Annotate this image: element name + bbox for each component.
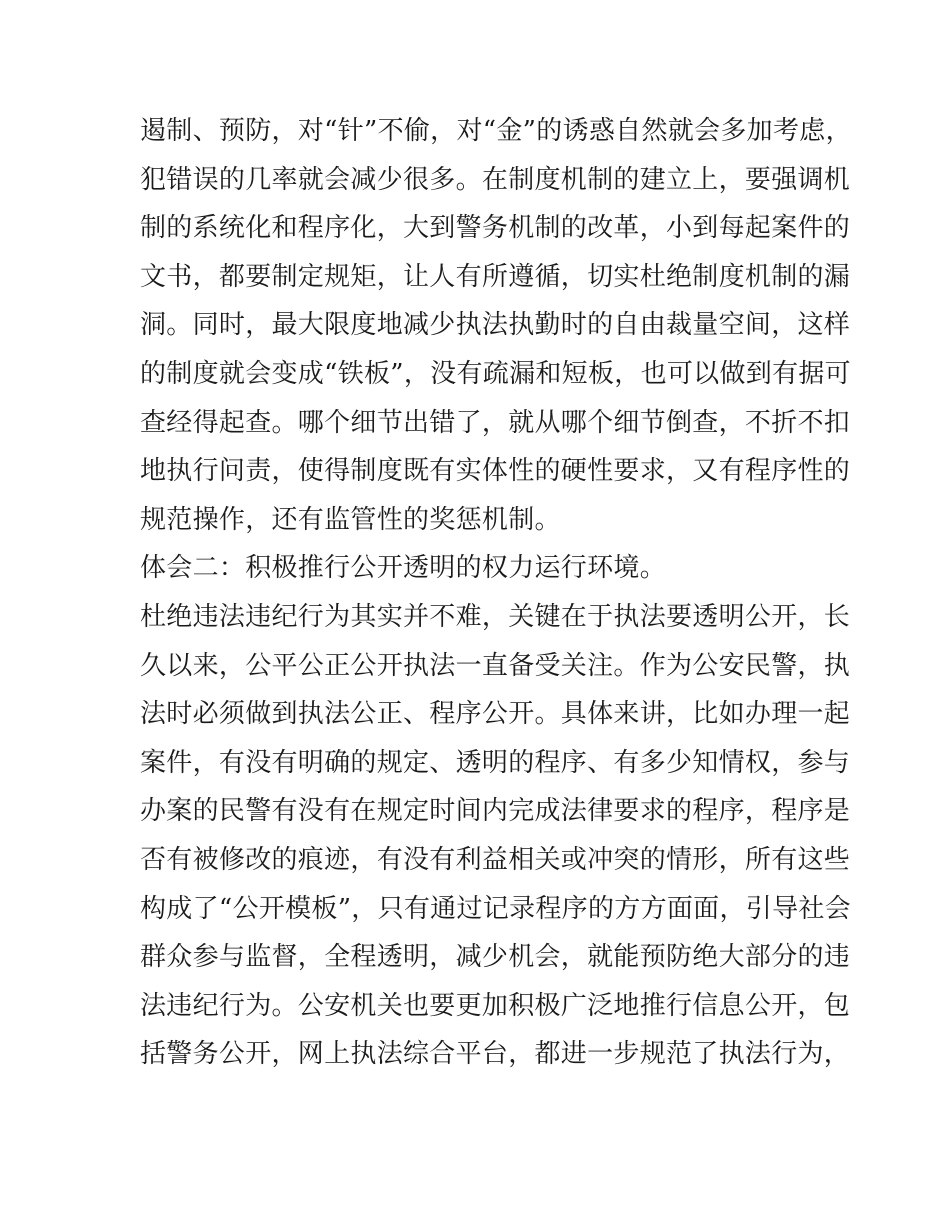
text-line: 洞。同时，最大限度地减少执法执勤时的自由裁量空间，这样	[140, 310, 851, 341]
text-line: 地执行问责，使得制度既有实体性的硬性要求，又有程序性的	[140, 456, 851, 487]
text-line: 久以来，公平公正公开执法一直备受关注。作为公安民警，执	[140, 650, 851, 681]
text-line: 群众参与监督，全程透明，减少机会，就能预防绝大部分的违	[140, 942, 851, 973]
text-line: 法时必须做到执法公正、程序公开。具体来讲，比如办理一起	[140, 699, 851, 730]
text-line: 制的系统化和程序化，大到警务机制的改革，小到每起案件的	[140, 213, 851, 244]
text-line: 否有被修改的痕迹，有没有利益相关或冲突的情形，所有这些	[140, 844, 851, 875]
text-line: 遏制、预防，对“针”不偷，对“金”的诱惑自然就会多加考虑，	[140, 116, 852, 146]
text-line: 构成了“公开模板”，只有通过记录程序的方方面面，引导社会	[140, 893, 851, 924]
text-line: 杜绝违法违纪行为其实并不难，关键在于执法要透明公开，长	[140, 601, 851, 632]
text-line: 办案的民警有没有在规定时间内完成法律要求的程序，程序是	[140, 796, 851, 827]
text-line: 犯错误的几率就会减少很多。在制度机制的建立上，要强调机	[140, 164, 851, 195]
text-line: 查经得起查。哪个细节出错了，就从哪个细节倒查，不折不扣	[140, 407, 851, 438]
text-line: 括警务公开，网上执法综合平台，都进一步规范了执法行为，	[140, 1039, 851, 1070]
text-line: 案件，有没有明确的规定、透明的程序、有多少知情权，参与	[140, 747, 851, 778]
text-line: 的制度就会变成“铁板”，没有疏漏和短板，也可以做到有据可	[140, 358, 851, 389]
text-line: 法违纪行为。公安机关也要更加积极广泛地推行信息公开，包	[140, 990, 851, 1021]
section-heading: 体会二：积极推行公开透明的权力运行环境。	[140, 553, 667, 584]
document-body	[140, 107, 852, 1079]
text-line: 规范操作，还有监管性的奖惩机制。	[140, 504, 561, 535]
text-line: 文书，都要制定规矩，让人有所遵循，切实杜绝制度机制的漏	[140, 261, 851, 292]
